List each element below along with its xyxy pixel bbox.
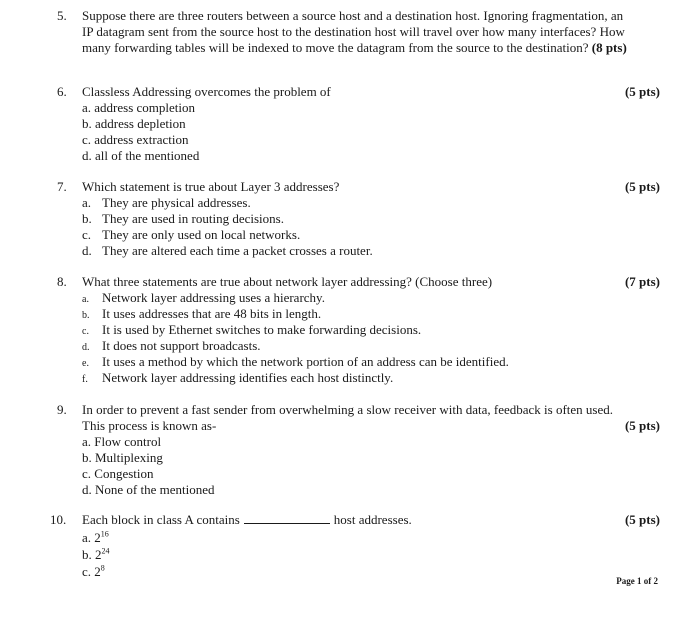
stem-line: This process is known as-	[82, 418, 217, 433]
option: a. Network layer addressing uses a hierarchy.	[82, 290, 325, 305]
option: e. It uses a method by which the network portion of an address can be identified.	[82, 354, 509, 369]
question-stem: What three statements are true about network layer addressing? (Choose three)	[82, 274, 493, 289]
option-list	[82, 195, 373, 259]
option-list	[82, 530, 110, 581]
option: c. They are only used on local networks.	[82, 227, 301, 242]
answer-blank	[244, 512, 330, 524]
option: d. None of the mentioned	[82, 482, 215, 497]
stem-line: In order to prevent a fast sender from overwhelming a slow receiver with data, feedback is often used.	[82, 402, 613, 417]
option: a. $2^{16}$	[82, 529, 109, 545]
question-stem	[82, 402, 662, 434]
stem-line: Suppose there are three routers between a source host and a destination host. Ignoring fragmentation, an	[82, 8, 624, 23]
question-stem: Classless Addressing overcomes the problem of	[82, 84, 331, 99]
question-number: 7.	[57, 179, 67, 194]
option: b. It uses addresses that are 48 bits in length.	[82, 306, 322, 321]
question-number: 6.	[57, 84, 67, 99]
option: a. They are physical addresses.	[82, 195, 251, 210]
option: c. It is used by Ethernet switches to make forwarding decisions.	[82, 322, 422, 337]
question-number: 10.	[50, 512, 67, 527]
points: (5 pts)	[624, 84, 660, 99]
question-stem	[82, 8, 662, 56]
points: (5 pts)	[624, 418, 660, 433]
option: f. Network layer addressing identifies each host distinctly.	[82, 370, 394, 385]
option: d. It does not support broadcasts.	[82, 338, 261, 353]
question-number: 5.	[57, 8, 67, 23]
option: b. address depletion	[82, 116, 186, 131]
option: b. $2^{24}$	[82, 546, 110, 562]
question-number: 9.	[57, 402, 67, 417]
option: b. They are used in routing decisions.	[82, 211, 284, 226]
option: c. $2^8$	[82, 563, 105, 579]
points: (7 pts)	[624, 274, 660, 289]
stem-line: many forwarding tables will be indexed to move the datagram from the source to the destination? (8 pts)	[82, 40, 627, 55]
option: c. address extraction	[82, 132, 189, 147]
option-list	[82, 100, 199, 164]
question-number: 8.	[57, 274, 67, 289]
option: c. Congestion	[82, 466, 154, 481]
page-number: Page 1 of 2	[616, 576, 658, 586]
option-list	[82, 434, 215, 498]
stem-line: IP datagram sent from the source host to the destination host will travel over how many interfaces? How	[82, 24, 625, 39]
option: a. Flow control	[82, 434, 162, 449]
question-stem: Each block in class A contains host addresses.	[82, 512, 412, 527]
option: a. address completion	[82, 100, 195, 115]
points: (5 pts)	[624, 512, 660, 527]
option: d. They are altered each time a packet crosses a router.	[82, 243, 373, 258]
option: b. Multiplexing	[82, 450, 163, 465]
points: (8 pts)	[591, 40, 627, 55]
points: (5 pts)	[624, 179, 660, 194]
option: d. all of the mentioned	[82, 148, 200, 163]
option-list	[82, 290, 509, 386]
question-stem: Which statement is true about Layer 3 addresses?	[82, 179, 340, 194]
